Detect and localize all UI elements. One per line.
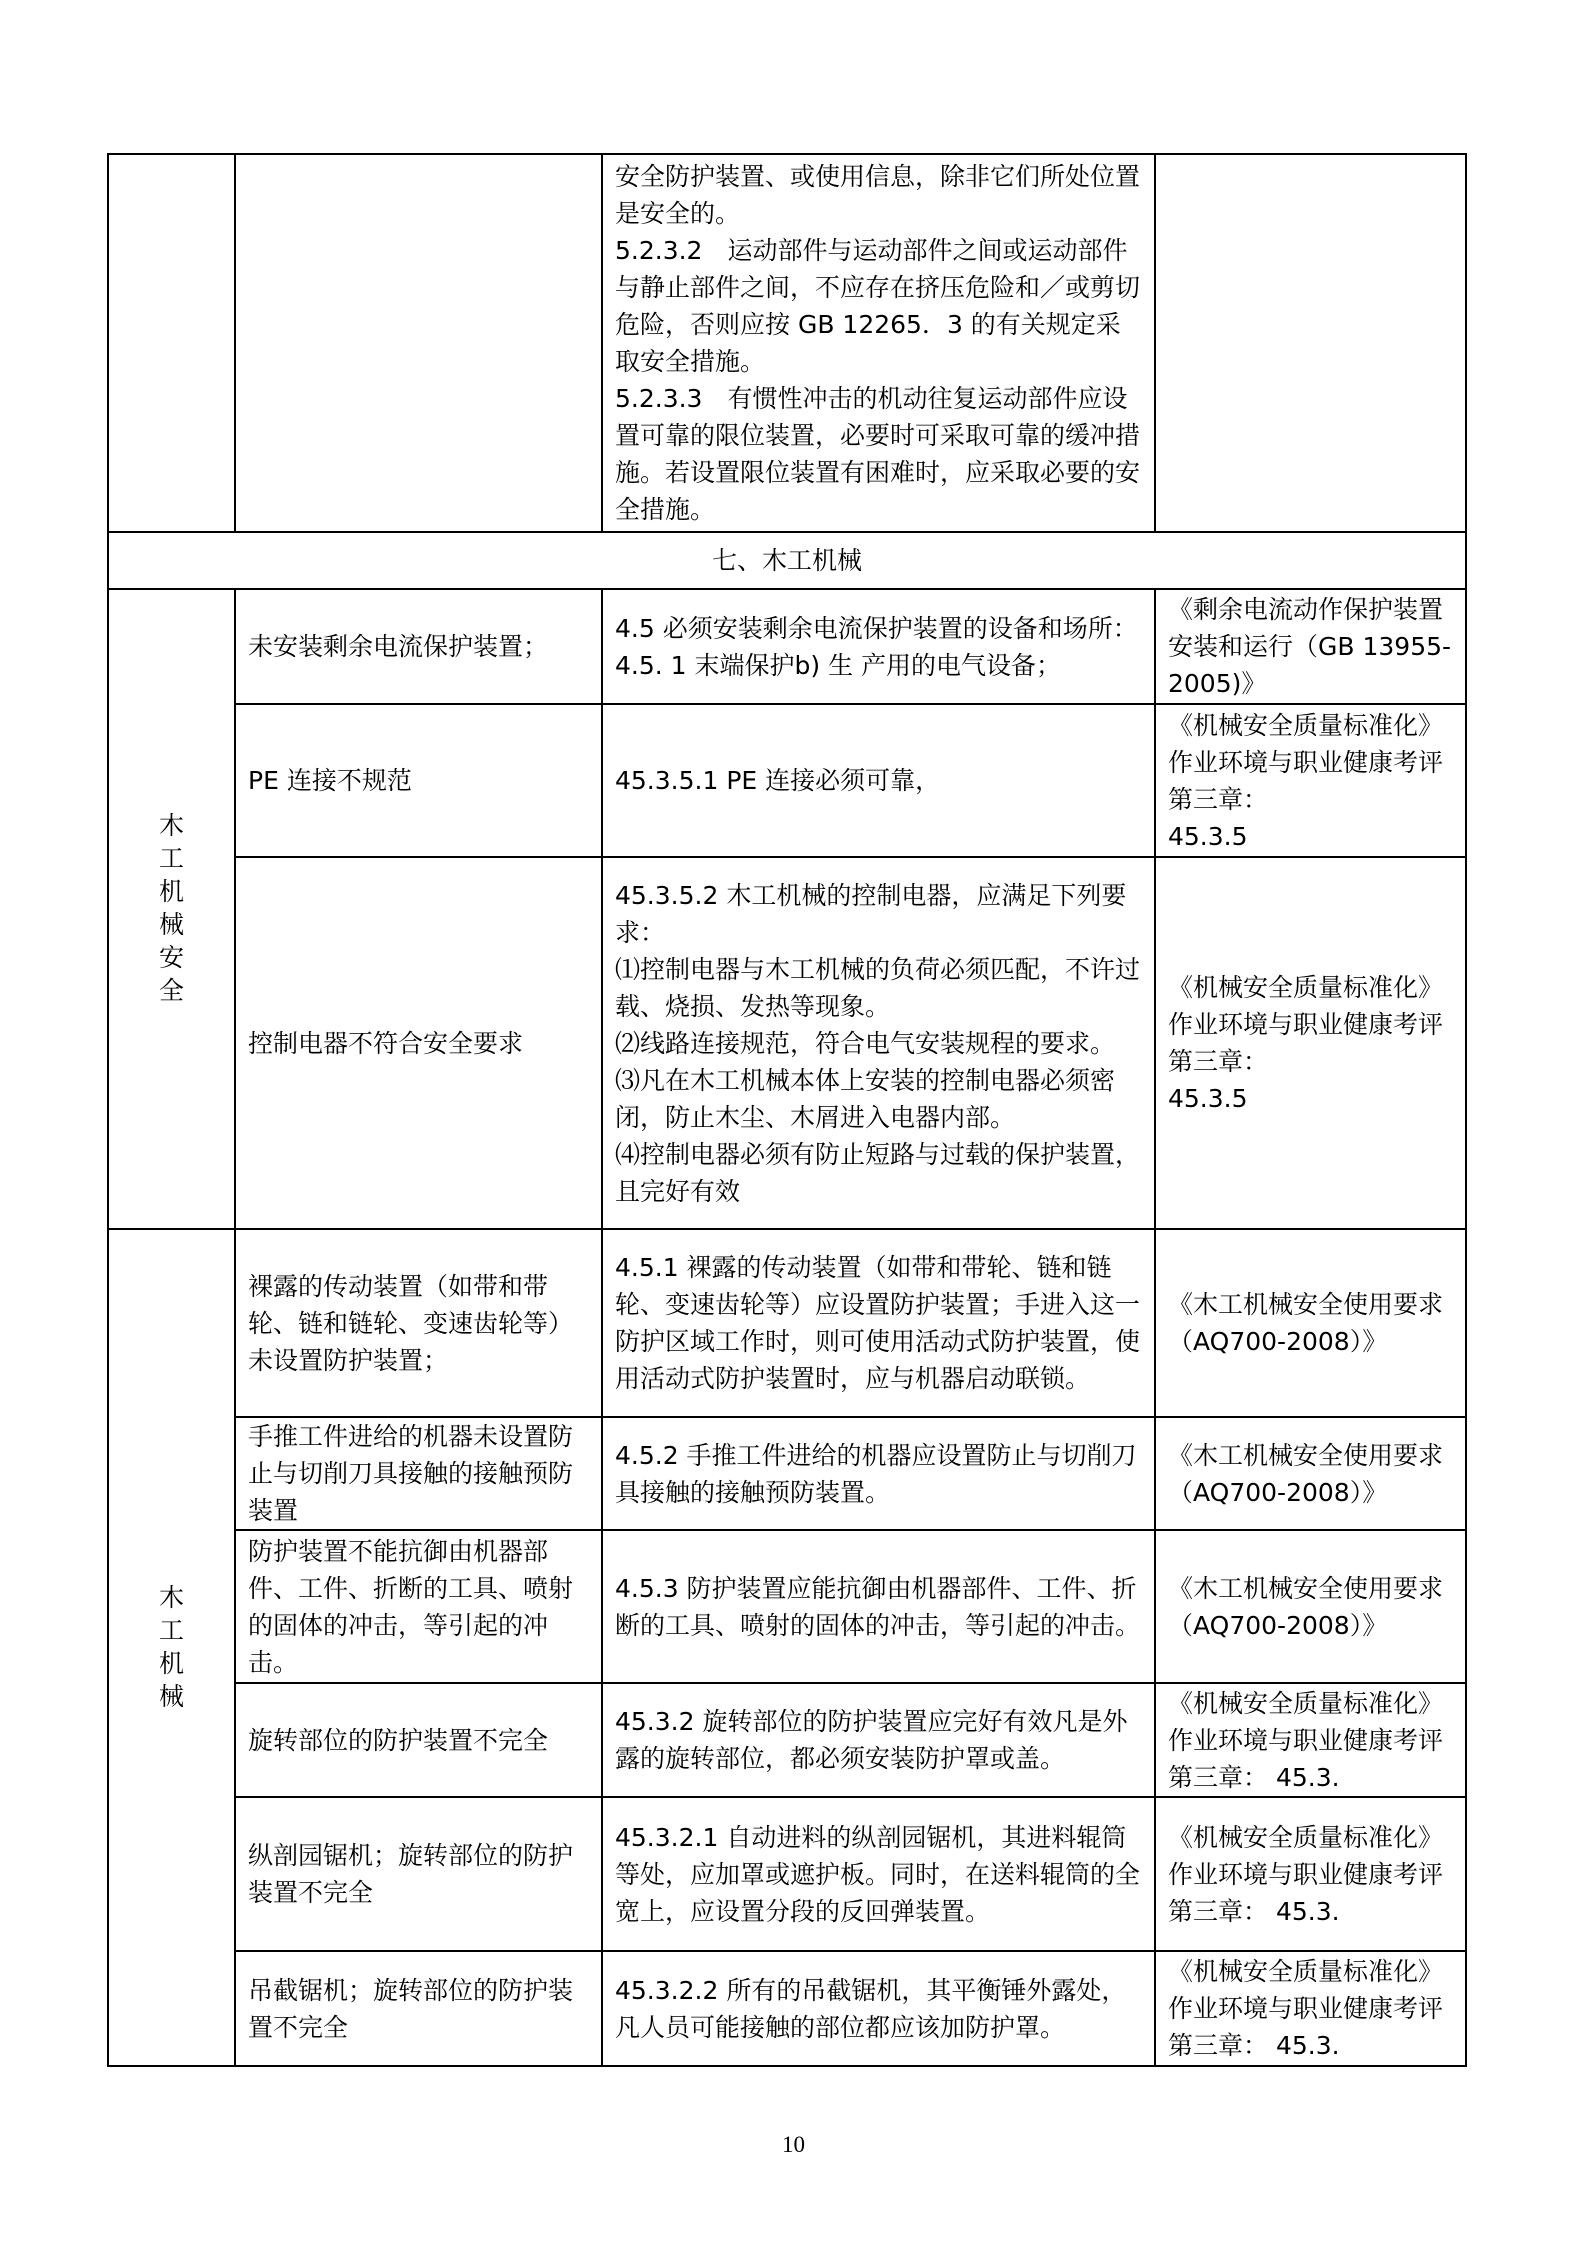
requirement-cell: 45.3.2.2 所有的吊截锯机，其平衡锤外露处，凡人员可能接触的部位都应该加防护罩。	[602, 1951, 1155, 2066]
requirement-cell: 45.3.2 旋转部位的防护装置应完好有效凡是外露的旋转部位，都必须安装防护罩或盖。	[602, 1683, 1155, 1797]
issue-cell: 手推工件进给的机器未设置防止与切削刀具接触的接触预防装置	[235, 1417, 602, 1530]
hazard-table	[107, 153, 1467, 2067]
table-row	[108, 589, 1466, 704]
issue-cell: 裸露的传动装置（如带和带轮、链和链轮、变速齿轮等）未设置防护装置；	[235, 1229, 602, 1417]
basis-cell: 《机械安全质量标准化》作业环境与职业健康考评第三章： 45.3.	[1155, 1797, 1466, 1951]
basis-cell-empty	[1155, 154, 1466, 532]
requirement-cell: 45.3.5.1 PE 连接必须可靠，	[602, 704, 1155, 857]
category-cell	[108, 1229, 235, 2066]
basis-cell: 《木工机械安全使用要求（AQ700-2008）》	[1155, 1229, 1466, 1417]
table-row	[108, 1417, 1466, 1530]
issue-cell: 控制电器不符合安全要求	[235, 857, 602, 1229]
section-row	[108, 532, 1466, 589]
issue-cell: PE 连接不规范	[235, 704, 602, 857]
issue-cell-empty	[235, 154, 602, 532]
requirement-cell: 4.5.1 裸露的传动装置（如带和带轮、链和链轮、变速齿轮等）应设置防护装置；手进入这一防护区域工作时，则可使用活动式防护装置，使用活动式防护装置时，应与机器启动联锁。	[602, 1229, 1155, 1417]
category-label: 木工机械	[158, 1582, 184, 1711]
basis-cell: 《机械安全质量标准化》作业环境与职业健康考评第三章： 45.3.	[1155, 1683, 1466, 1797]
issue-cell: 纵剖园锯机；旋转部位的防护装置不完全	[235, 1797, 602, 1951]
issue-cell: 吊截锯机；旋转部位的防护装置不完全	[235, 1951, 602, 2066]
table-row	[108, 1951, 1466, 2066]
issue-cell: 旋转部位的防护装置不完全	[235, 1683, 602, 1797]
category-label: 木工机械安全	[158, 811, 184, 1005]
issue-cell: 未安装剩余电流保护装置；	[235, 589, 602, 704]
requirement-cell: 45.3.5.2 木工机械的控制电器，应满足下列要求： ⑴控制电器与木工机械的负荷必须匹配，不许过载、烧损、发热等现象。 ⑵线路连接规范，符合电气安装规程的要求。 ⑶凡在木工机械本体上安装的控制电器必须密闭，防止木尘、木屑进入电器内部。 ⑷控制电器必须有防止短路与过载的保护装置，且完好有效	[602, 857, 1155, 1229]
section-title: 七、木工机械	[108, 532, 1466, 589]
table-row	[108, 1530, 1466, 1683]
table-row	[108, 704, 1466, 857]
table-row	[108, 1229, 1466, 1417]
basis-cell: 《剩余电流动作保护装置安装和运行（GB 13955-2005)》	[1155, 589, 1466, 704]
requirement-cell: 4.5.3 防护装置应能抗御由机器部件、工件、折断的工具、喷射的固体的冲击，等引起的冲击。	[602, 1530, 1155, 1683]
table-row-continued	[108, 154, 1466, 532]
basis-cell: 《机械安全质量标准化》作业环境与职业健康考评第三章： 45.3.5	[1155, 857, 1466, 1229]
basis-cell: 《木工机械安全使用要求（AQ700-2008）》	[1155, 1530, 1466, 1683]
category-cell-empty	[108, 154, 235, 532]
page-number: 10	[782, 2132, 805, 2157]
issue-cell: 防护装置不能抗御由机器部件、工件、折断的工具、喷射的固体的冲击，等引起的冲击。	[235, 1530, 602, 1683]
table-row	[108, 1683, 1466, 1797]
requirement-cell: 4.5.2 手推工件进给的机器应设置防止与切削刀具接触的接触预防装置。	[602, 1417, 1155, 1530]
requirement-cell: 4.5 必须安装剩余电流保护装置的设备和场所： 4.5. 1 末端保护b) 生 产用的电气设备；	[602, 589, 1155, 704]
requirement-cell: 45.3.2.1 自动进料的纵剖园锯机，其进料辊筒等处，应加罩或遮护板。同时，在送料辊筒的全宽上，应设置分段的反回弹装置。	[602, 1797, 1155, 1951]
table-row	[108, 1797, 1466, 1951]
basis-cell: 《机械安全质量标准化》作业环境与职业健康考评第三章： 45.3.	[1155, 1951, 1466, 2066]
basis-cell: 《木工机械安全使用要求（AQ700-2008）》	[1155, 1417, 1466, 1530]
requirement-cell: 安全防护装置、或使用信息，除非它们所处位置是安全的。 5.2.3.2 运动部件与运动部件之间或运动部件与静止部件之间，不应存在挤压危险和／或剪切危险，否则应按 GB 12265．3 的有关规定采取安全措施。 5.2.3.3 有惯性冲击的机动往复运动部件应设置可靠的限位装置，必要时可采取可靠的缓冲措施。若设置限位装置有困难时，应采取必要的安全措施。	[602, 154, 1155, 532]
basis-cell: 《机械安全质量标准化》作业环境与职业健康考评第三章： 45.3.5	[1155, 704, 1466, 857]
table-row	[108, 857, 1466, 1229]
category-cell	[108, 589, 235, 1229]
